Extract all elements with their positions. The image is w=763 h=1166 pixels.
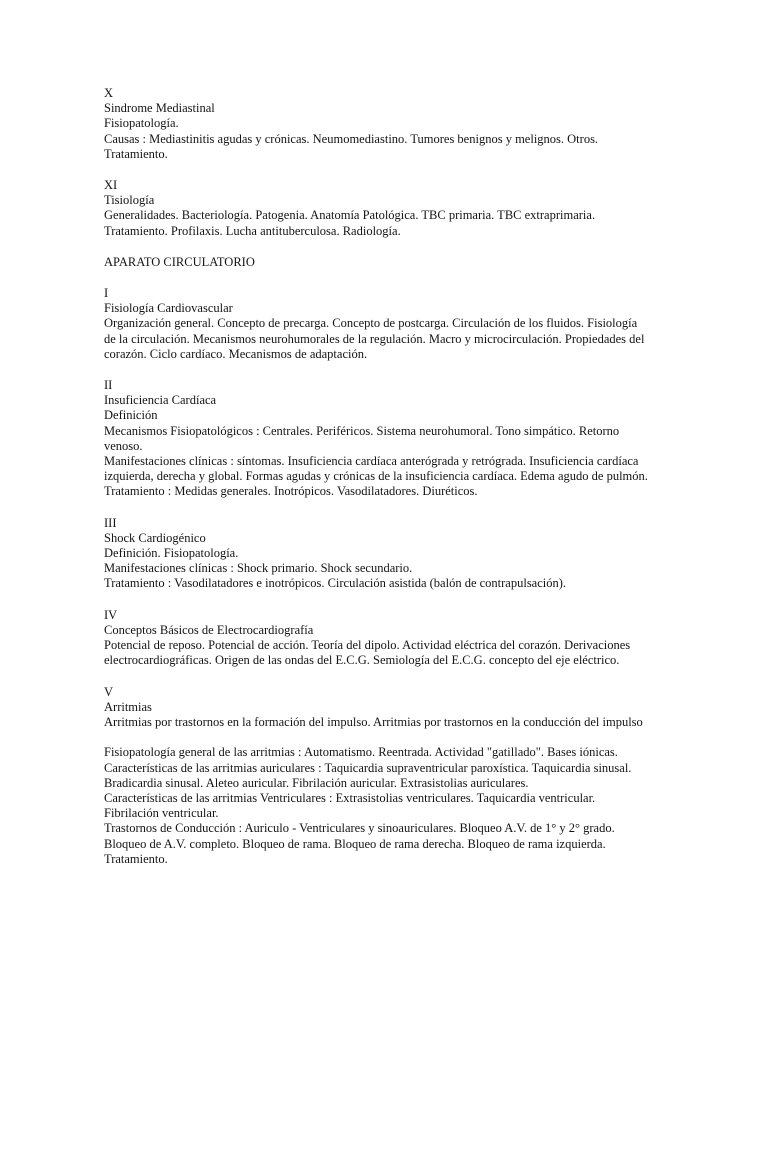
section-line: Generalidades. Bacteriología. Patogenia. Anatomía Patológica. TBC primaria. TBC extraprimaria.: [104, 208, 596, 223]
section-line: Manifestaciones clínicas : síntomas. Insuficiencia cardíaca anterógrada y retrógrada. Insuficiencia cardíaca: [104, 454, 639, 469]
section-numeral: IV: [104, 607, 118, 622]
section-ii: [104, 378, 710, 500]
section-iii: [104, 516, 710, 592]
chapter-heading-block: [104, 255, 710, 270]
section-line: izquierda, derecha y global. Formas agudas y crónicas de la insuficiencia cardíaca. Edema agudo de pulmón.: [104, 469, 648, 484]
section-line: Fibrilación ventricular.: [104, 806, 219, 821]
section-numeral: II: [104, 378, 113, 393]
section-line: corazón. Ciclo cardíaco. Mecanismos de adaptación.: [104, 346, 368, 361]
section-line: Tratamiento : Vasodilatadores e inotrópicos. Circulación asistida (balón de contrapulsación).: [104, 576, 567, 591]
section-title: Conceptos Básicos de Electrocardiografía: [104, 622, 314, 637]
section-line: electrocardiográficas. Origen de las ondas del E.C.G. Semiología del E.C.G. concepto del eje eléctrico.: [104, 653, 620, 668]
section-line: Definición. Fisiopatología.: [104, 546, 239, 561]
section-title: Fisiología Cardiovascular: [104, 301, 233, 316]
section-numeral: V: [104, 684, 114, 699]
section-line: Trastornos de Conducción : Auriculo - Ventriculares y sinoauriculares. Bloqueo A.V. de 1° y 2° grado.: [104, 821, 615, 836]
section-line: Bloqueo de A.V. completo. Bloqueo de rama. Bloqueo de rama derecha. Bloqueo de rama izquierda.: [104, 836, 606, 851]
section-line: Bradicardia sinusal. Aleteo auricular. Fibrilación auricular. Extrasistolias auriculares.: [104, 775, 529, 790]
section-line: Organización general. Concepto de precarga. Concepto de postcarga. Circulación de los fluidos. Fisiología: [104, 316, 638, 331]
section-line: Tratamiento : Medidas generales. Inotrópicos. Vasodilatadores. Diuréticos.: [104, 484, 478, 499]
section-numeral: III: [104, 515, 117, 530]
section-line: Fisiopatología.: [104, 116, 179, 131]
section-numeral: I: [104, 286, 109, 301]
section-title: Shock Cardiogénico: [104, 530, 206, 545]
section-iv: [104, 608, 710, 669]
section-line: Tratamiento. Profilaxis. Lucha antituberculosa. Radiología.: [104, 223, 401, 238]
section-title: Sindrome Mediastinal: [104, 101, 215, 116]
section-i: [104, 286, 710, 362]
section-line: Fisiopatología general de las arritmias : Automatismo. Reentrada. Actividad "gatillado". Bases iónicas.: [104, 745, 618, 760]
section-line: Características de las arritmias Ventriculares : Extrasistolias ventriculares. Taquicardia ventricular.: [104, 790, 596, 805]
section-line: de la circulación. Mecanismos neurohumorales de la regulación. Macro y microcirculación. Propiedades del: [104, 331, 645, 346]
document-body: [104, 86, 710, 883]
section-line: Características de las arritmias auriculares : Taquicardia supraventricular paroxística. Taquicardia sinusal.: [104, 760, 632, 775]
section-title: Tisiología: [104, 193, 155, 208]
section-line: Mecanismos Fisiopatológicos : Centrales. Periféricos. Sistema neurohumoral. Tono simpático. Retorno: [104, 423, 620, 438]
section-line: Definición: [104, 408, 158, 423]
section-line: Causas : Mediastinitis agudas y crónicas. Neumomediastino. Tumores benignos y melignos. Otros.: [104, 131, 599, 146]
section-line: Arritmias por trastornos en la formación del impulso. Arritmias por trastornos en la conducción del impulso: [104, 714, 643, 729]
section-line: Tratamiento.: [104, 146, 168, 161]
section-line: Tratamiento.: [104, 851, 168, 866]
section-line: Manifestaciones clínicas : Shock primario. Shock secundario.: [104, 561, 413, 576]
section-xi: [104, 178, 710, 239]
chapter-heading: APARATO CIRCULATORIO: [104, 254, 255, 269]
section-title: Arritmias: [104, 699, 152, 714]
section-v: [104, 685, 710, 867]
section-x: [104, 86, 710, 162]
section-numeral: XI: [104, 178, 118, 193]
section-title: Insuficiencia Cardíaca: [104, 393, 217, 408]
section-line: Potencial de reposo. Potencial de acción. Teoría del dipolo. Actividad eléctrica del corazón. Derivaciones: [104, 638, 631, 653]
blank-line: [104, 730, 710, 745]
section-line: venoso.: [104, 438, 143, 453]
section-numeral: X: [104, 86, 114, 100]
